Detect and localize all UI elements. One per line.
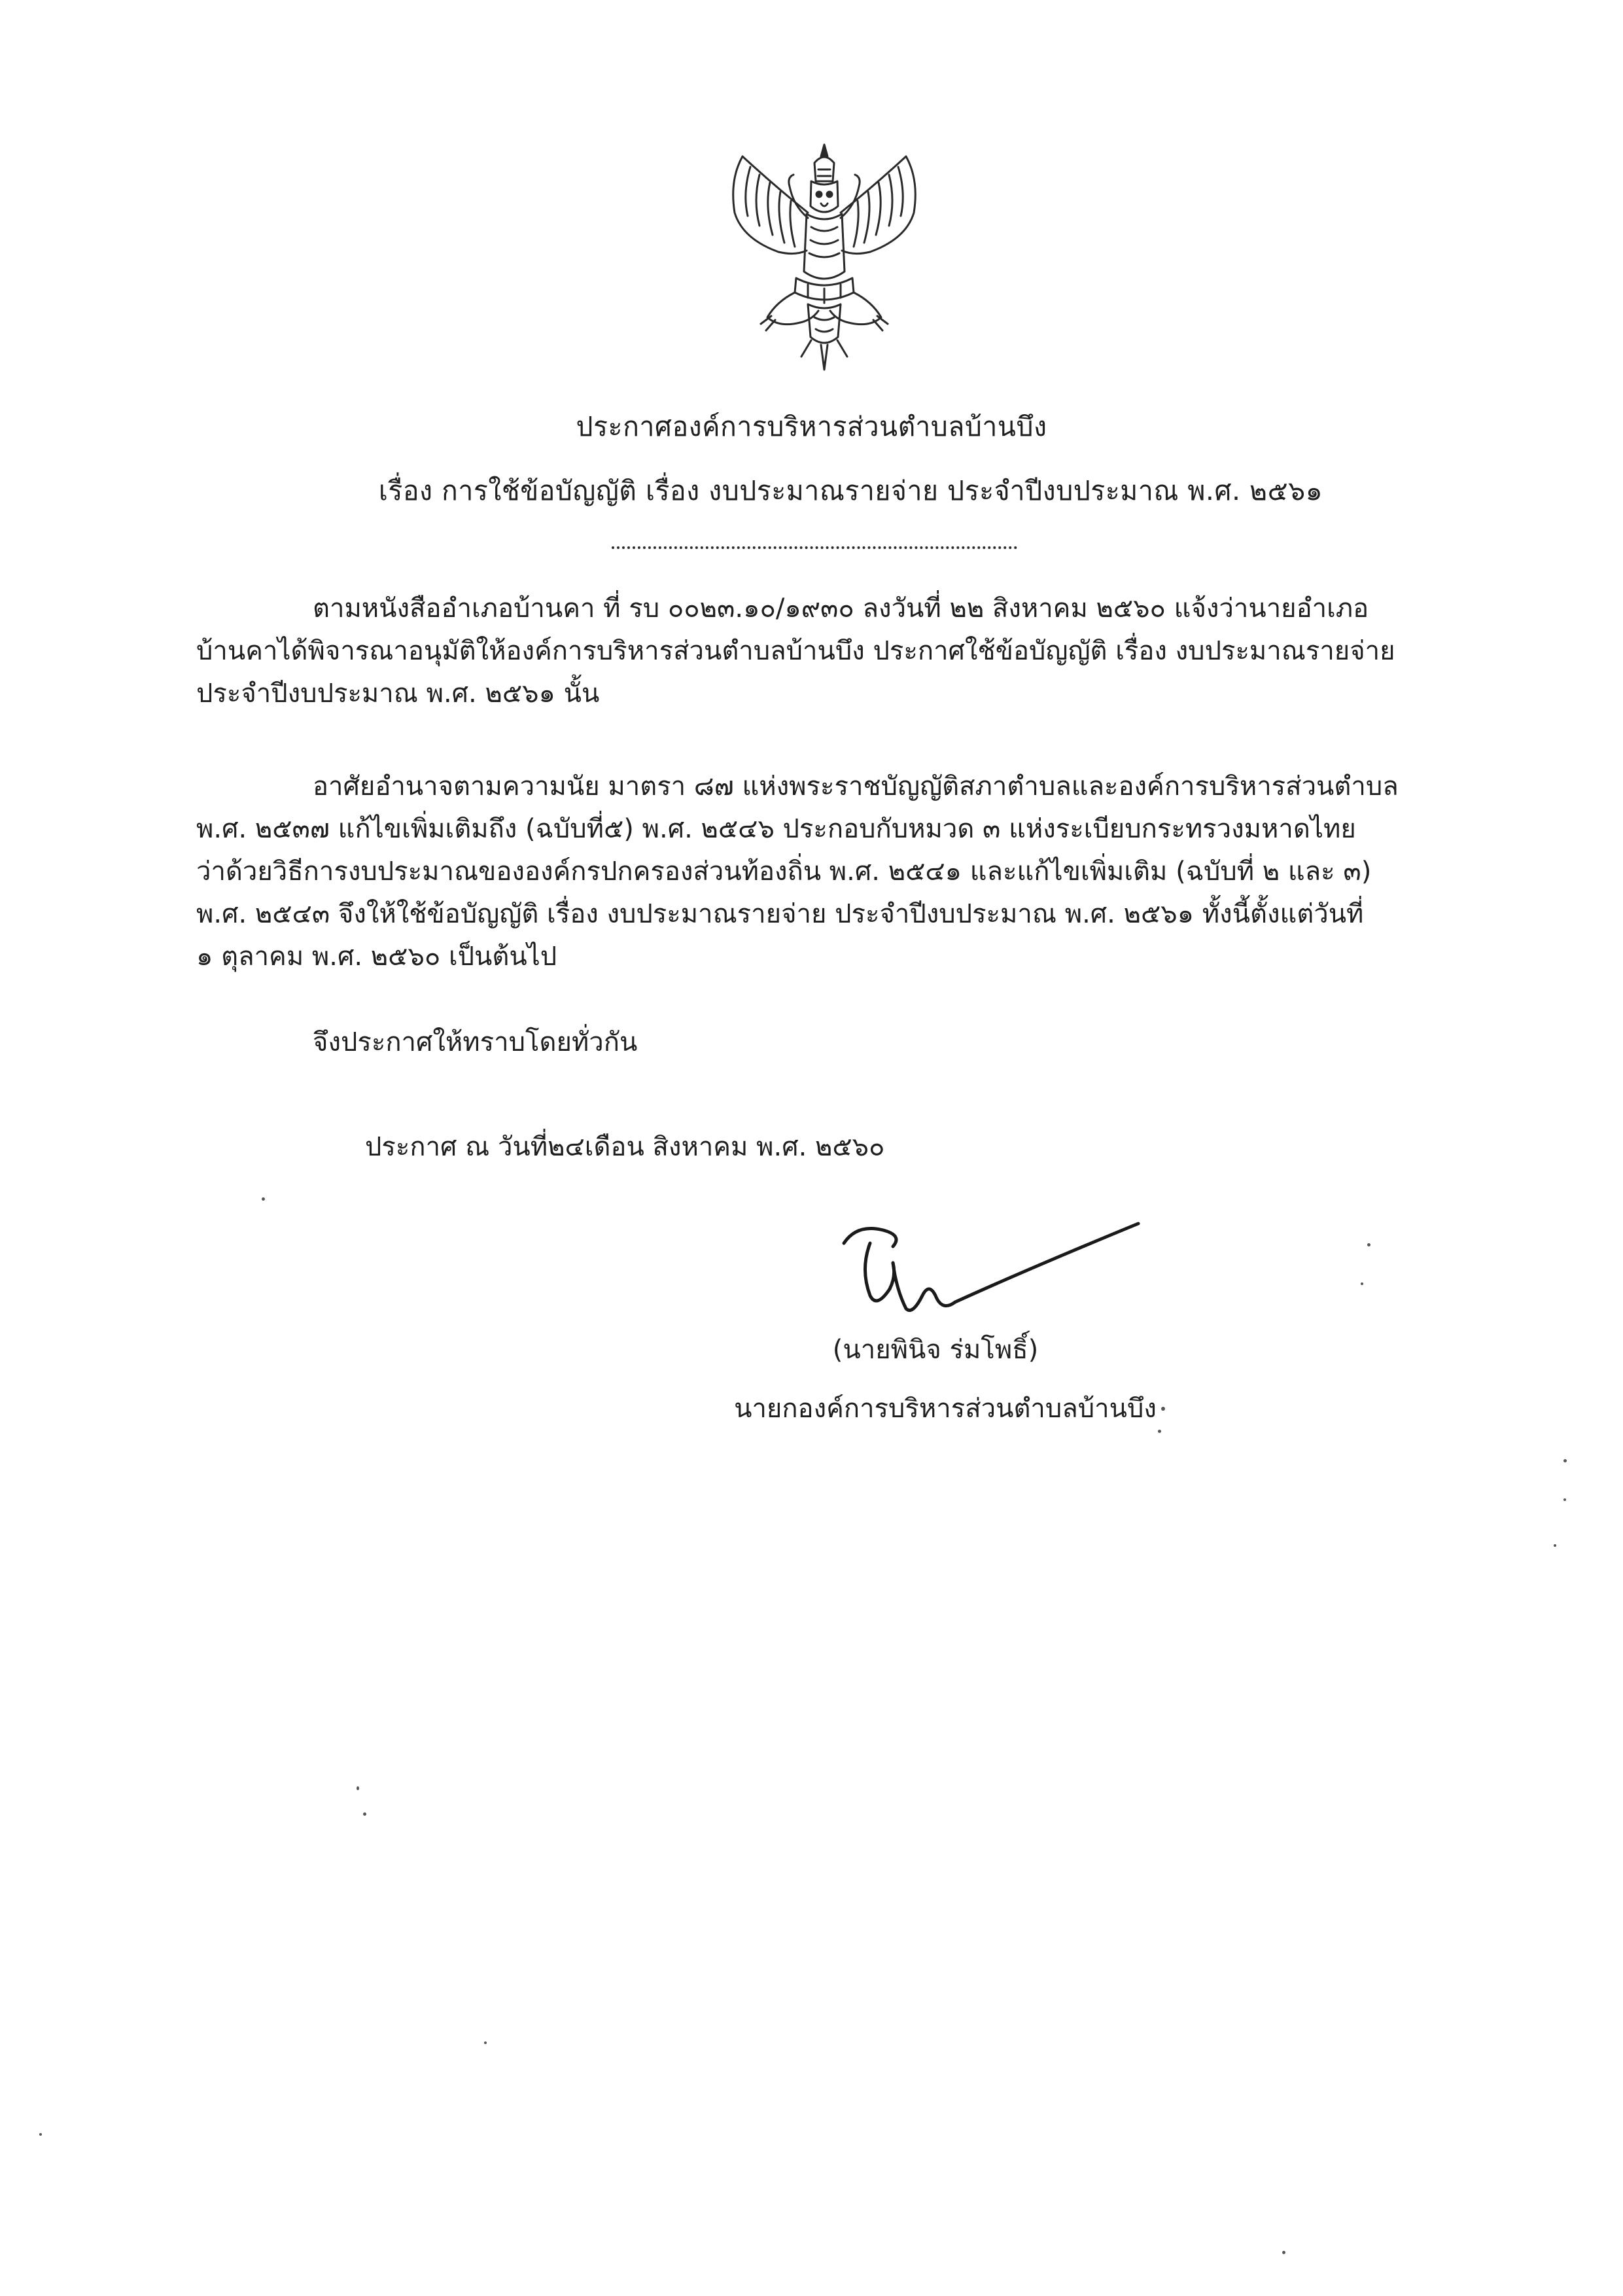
- paragraph-line: บ้านคาได้พิจารณาอนุมัติให้องค์การบริหารส่วนตำบลบ้านบึง ประกาศใช้ข้อบัญญัติ เรื่อง งบประมาณรายจ่าย: [196, 636, 1395, 666]
- paragraph-line: ว่าด้วยวิธีการงบประมาณขององค์กรปกครองส่วนท้องถิ่น พ.ศ. ๒๕๔๑ และแก้ไขเพิ่มเติม (ฉบับที่ ๒ และ ๓): [196, 857, 1372, 887]
- scan-speck: [1361, 1282, 1363, 1285]
- scan-speck: [1282, 2251, 1285, 2254]
- scan-speck: [1367, 1243, 1370, 1246]
- handwritten-signature: [831, 1217, 1145, 1328]
- announcement-date: ประกาศ ณ วันที่๒๔เดือน สิงหาคม พ.ศ. ๒๕๖๐: [365, 1132, 885, 1162]
- paragraph-line: ๑ ตุลาคม พ.ศ. ๒๕๖๐ เป็นต้นไป: [196, 942, 557, 972]
- scan-speck: [39, 2133, 42, 2136]
- scan-speck: [1563, 1498, 1566, 1501]
- body-paragraph-2: [196, 766, 1429, 978]
- paragraph-line: พ.ศ. ๒๕๓๗ แก้ไขเพิ่มเติมถึง (ฉบับที่๕) พ.ศ. ๒๕๔๖ ประกอบกับหมวด ๓ แห่งระเบียบกระทรวงมหาดไทย: [196, 814, 1356, 844]
- document-subject: เรื่อง การใช้ข้อบัญญัติ เรื่อง งบประมาณรายจ่าย ประจำปีงบประมาณ พ.ศ. ๒๕๖๑: [378, 475, 1323, 506]
- paragraph-line: พ.ศ. ๒๕๔๓ จึงให้ใช้ข้อบัญญัติ เรื่อง งบประมาณรายจ่าย ประจำปีงบประมาณ พ.ศ. ๒๕๖๑ ทั้งนี้ตั้งแต่วันที่: [196, 899, 1364, 929]
- paragraph-line: ตามหนังสืออำเภอบ้านคา ที่ รบ ๐๐๒๓.๑๐/๑๙๓๐ ลงวันที่ ๒๒ สิงหาคม ๒๕๖๐ แจ้งว่านายอำเภอ: [313, 593, 1369, 624]
- scan-speck: [1563, 1459, 1567, 1462]
- paragraph-line: ประจำปีงบประมาณ พ.ศ. ๒๕๖๑ นั้น: [196, 679, 600, 709]
- scan-speck: [1554, 1544, 1556, 1547]
- scan-speck: [1158, 1430, 1161, 1433]
- body-paragraph-1: [196, 588, 1429, 715]
- scan-speck: [262, 1197, 265, 1201]
- signer-name: (นายพินิจ ร่มโพธิ์): [832, 1335, 1039, 1365]
- garuda-emblem: [716, 141, 932, 373]
- closing-statement: จึงประกาศให้ทราบโดยทั่วกัน: [313, 1027, 638, 1057]
- dotted-divider: [612, 546, 1017, 549]
- scan-speck: [357, 1786, 359, 1790]
- scan-speck: [484, 2041, 487, 2044]
- scan-speck: [363, 1812, 366, 1816]
- scan-speck: [1161, 1407, 1165, 1411]
- document-title: ประกาศองค์การบริหารส่วนตำบลบ้านบึง: [576, 411, 1047, 442]
- signer-title: นายกองค์การบริหารส่วนตำบลบ้านบึง: [734, 1394, 1157, 1424]
- paragraph-line: อาศัยอำนาจตามความนัย มาตรา ๘๗ แห่งพระราชบัญญัติสภาตำบลและองค์การบริหารส่วนตำบล: [313, 771, 1399, 802]
